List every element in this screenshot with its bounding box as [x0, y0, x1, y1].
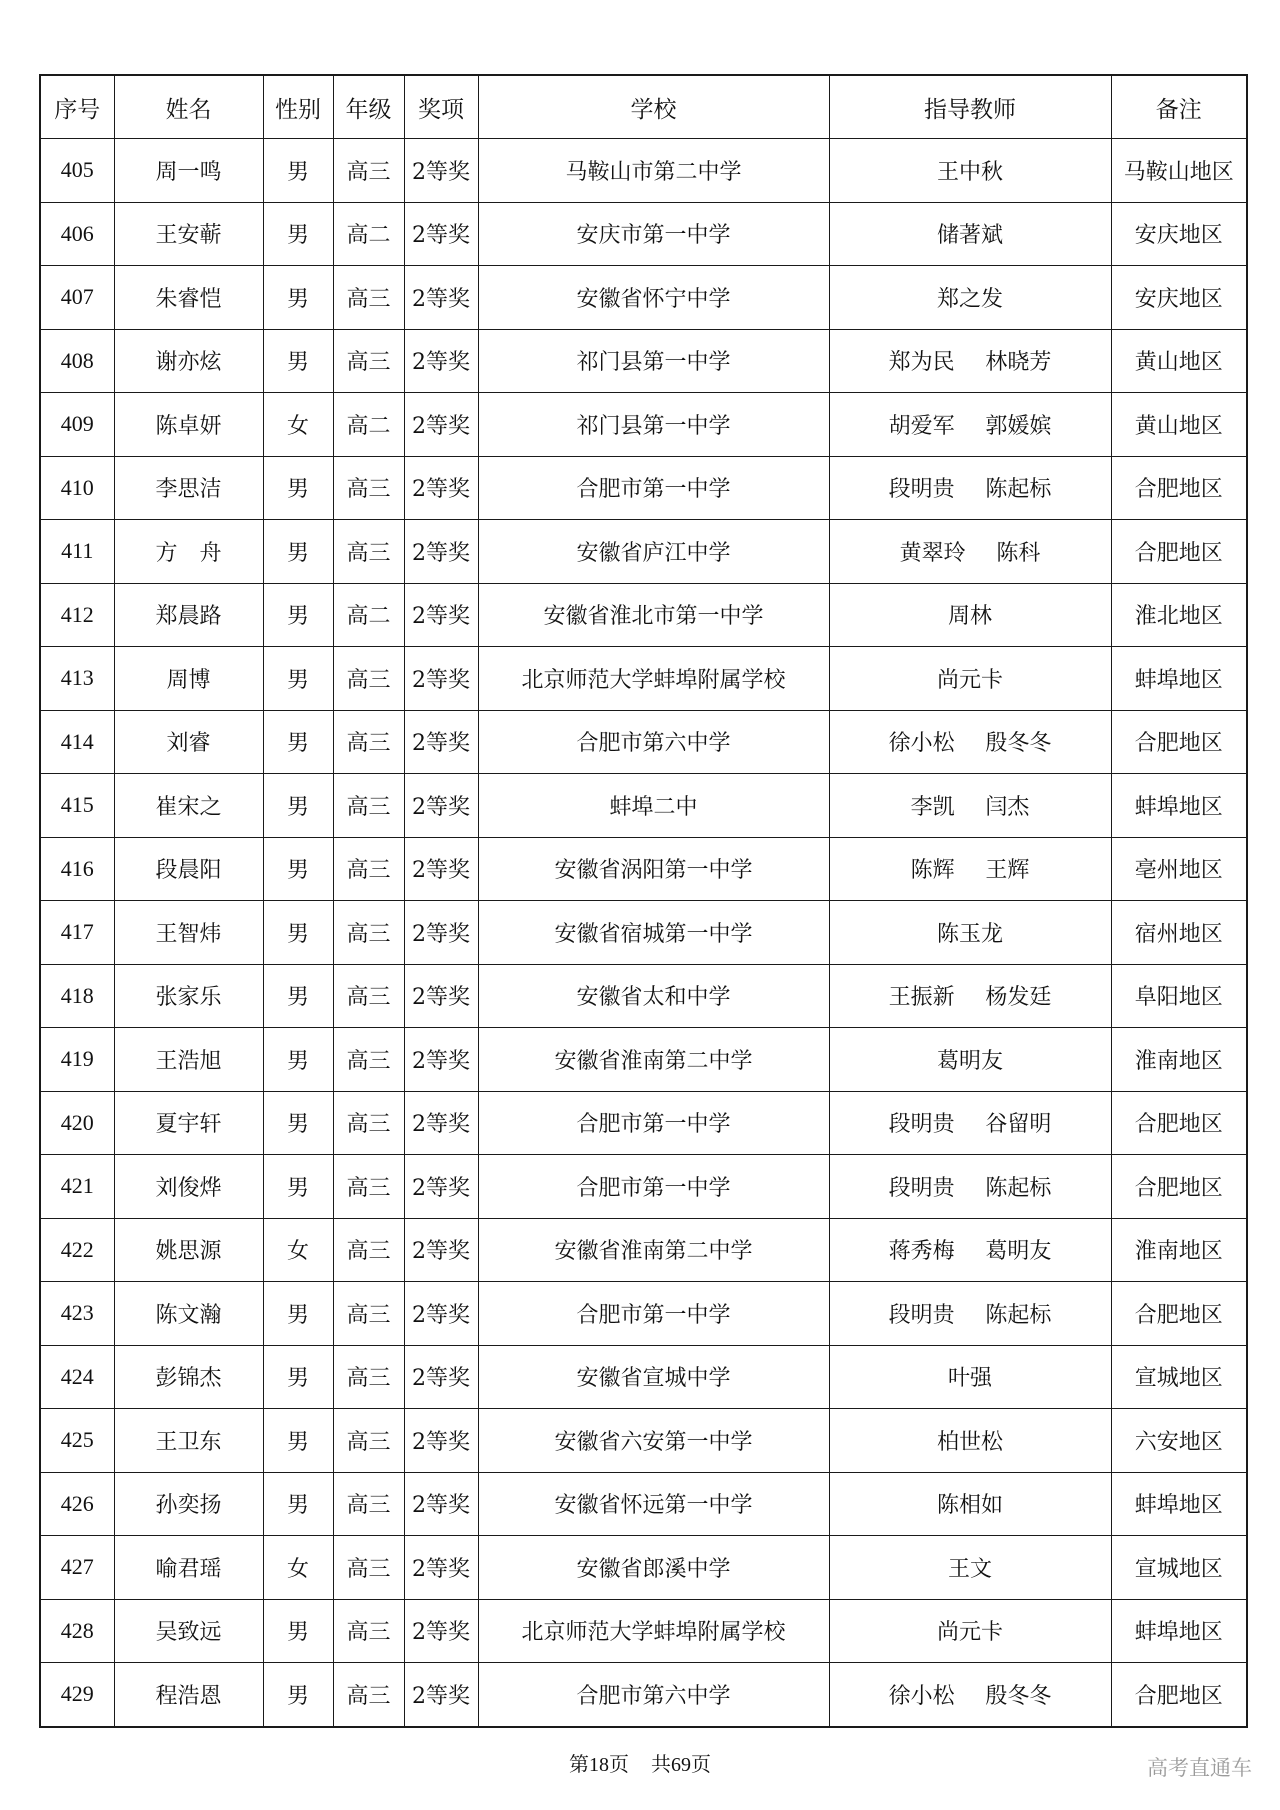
header-school: 学校	[478, 75, 829, 139]
cell-name: 陈文瀚	[114, 1282, 263, 1346]
table-body	[40, 139, 1247, 1727]
header-award: 奖项	[404, 75, 478, 139]
cell-award: 2等奖	[404, 139, 478, 203]
teacher-name: 柏世松	[936, 1429, 1003, 1455]
cell-region: 六安地区	[1111, 1409, 1247, 1473]
cell-name: 夏宇轩	[114, 1091, 263, 1155]
cell-region: 合肥地区	[1111, 1282, 1247, 1346]
cell-no: 414	[40, 710, 114, 774]
cell-name: 程浩恩	[114, 1663, 263, 1727]
teacher-name: 储著斌	[936, 223, 1003, 249]
cell-grade: 高二	[333, 393, 404, 457]
teacher-name: 葛明友	[936, 1048, 1003, 1074]
cell-region: 宣城地区	[1111, 1345, 1247, 1409]
table-row	[40, 964, 1247, 1028]
cell-grade: 高三	[333, 1536, 404, 1600]
cell-name: 吴致远	[114, 1599, 263, 1663]
cell-name: 王智炜	[114, 901, 263, 965]
cell-region: 合肥地区	[1111, 1155, 1247, 1219]
cell-teacher	[829, 647, 1111, 711]
table-row	[40, 901, 1247, 965]
table-row	[40, 1599, 1247, 1663]
cell-teacher	[829, 139, 1111, 203]
teacher-name: 黄翠玲	[899, 540, 966, 566]
table-row	[40, 710, 1247, 774]
cell-grade: 高三	[333, 266, 404, 330]
cell-school: 安徽省涡阳第一中学	[478, 837, 829, 901]
cell-award: 2等奖	[404, 202, 478, 266]
table-row	[40, 266, 1247, 330]
cell-award: 2等奖	[404, 1345, 478, 1409]
teacher-name: 尚元卡	[936, 667, 1003, 693]
teacher-name: 杨发廷	[985, 985, 1052, 1011]
cell-region: 蚌埠地区	[1111, 774, 1247, 838]
table-row	[40, 1155, 1247, 1219]
cell-grade: 高三	[333, 329, 404, 393]
cell-gender: 男	[263, 964, 333, 1028]
teacher-name: 殷冬冬	[985, 1683, 1052, 1709]
cell-gender: 男	[263, 1345, 333, 1409]
teacher-name: 闫杰	[985, 794, 1030, 820]
page-number: 第18页	[569, 1754, 629, 1776]
cell-award: 2等奖	[404, 1409, 478, 1473]
cell-teacher	[829, 329, 1111, 393]
cell-school: 安徽省宣城中学	[478, 1345, 829, 1409]
cell-no: 416	[40, 837, 114, 901]
teacher-name: 李凯	[910, 794, 955, 820]
cell-name: 朱睿恺	[114, 266, 263, 330]
cell-region: 合肥地区	[1111, 520, 1247, 584]
cell-no: 408	[40, 329, 114, 393]
cell-no: 412	[40, 583, 114, 647]
teacher-name: 陈起标	[985, 1302, 1052, 1328]
teacher-name: 王文	[947, 1556, 992, 1582]
cell-award: 2等奖	[404, 520, 478, 584]
cell-school: 合肥市第一中学	[478, 456, 829, 520]
cell-name: 周一鸣	[114, 139, 263, 203]
cell-award: 2等奖	[404, 456, 478, 520]
cell-no: 424	[40, 1345, 114, 1409]
cell-award: 2等奖	[404, 1028, 478, 1092]
cell-award: 2等奖	[404, 1536, 478, 1600]
cell-award: 2等奖	[404, 774, 478, 838]
cell-award: 2等奖	[404, 901, 478, 965]
cell-grade: 高三	[333, 1345, 404, 1409]
cell-name: 喻君瑶	[114, 1536, 263, 1600]
cell-region: 淮南地区	[1111, 1218, 1247, 1282]
cell-gender: 男	[263, 1599, 333, 1663]
teacher-name: 郑之发	[936, 286, 1003, 312]
teacher-name: 段明贵	[888, 1302, 955, 1328]
cell-school: 北京师范大学蚌埠附属学校	[478, 647, 829, 711]
table-row	[40, 1028, 1247, 1092]
cell-school: 合肥市第一中学	[478, 1091, 829, 1155]
teacher-name: 郭媛嫔	[985, 413, 1052, 439]
teacher-name: 陈起标	[985, 1175, 1052, 1201]
cell-school: 祁门县第一中学	[478, 393, 829, 457]
cell-grade: 高三	[333, 1091, 404, 1155]
cell-award: 2等奖	[404, 1599, 478, 1663]
cell-teacher	[829, 1409, 1111, 1473]
table-row	[40, 393, 1247, 457]
cell-grade: 高二	[333, 583, 404, 647]
cell-no: 406	[40, 202, 114, 266]
cell-gender: 男	[263, 456, 333, 520]
cell-name: 王安蕲	[114, 202, 263, 266]
table-row	[40, 520, 1247, 584]
cell-gender: 男	[263, 1282, 333, 1346]
teacher-name: 王中秋	[936, 159, 1003, 185]
table-row	[40, 1409, 1247, 1473]
cell-teacher	[829, 583, 1111, 647]
cell-gender: 男	[263, 1409, 333, 1473]
cell-award: 2等奖	[404, 837, 478, 901]
cell-gender: 女	[263, 1536, 333, 1600]
teacher-name: 段明贵	[888, 1175, 955, 1201]
cell-teacher	[829, 1028, 1111, 1092]
cell-grade: 高三	[333, 774, 404, 838]
cell-gender: 男	[263, 710, 333, 774]
table-row	[40, 329, 1247, 393]
cell-teacher	[829, 1282, 1111, 1346]
cell-school: 安徽省淮北市第一中学	[478, 583, 829, 647]
cell-teacher	[829, 901, 1111, 965]
cell-no: 405	[40, 139, 114, 203]
cell-school: 合肥市第一中学	[478, 1155, 829, 1219]
cell-gender: 女	[263, 1218, 333, 1282]
cell-no: 415	[40, 774, 114, 838]
cell-award: 2等奖	[404, 647, 478, 711]
cell-region: 宿州地区	[1111, 901, 1247, 965]
cell-grade: 高三	[333, 837, 404, 901]
table-row	[40, 837, 1247, 901]
cell-school: 安徽省怀远第一中学	[478, 1472, 829, 1536]
cell-school: 合肥市第六中学	[478, 1663, 829, 1727]
cell-name: 刘睿	[114, 710, 263, 774]
cell-gender: 男	[263, 139, 333, 203]
cell-gender: 男	[263, 647, 333, 711]
cell-region: 安庆地区	[1111, 266, 1247, 330]
cell-region: 蚌埠地区	[1111, 647, 1247, 711]
table-row	[40, 1218, 1247, 1282]
cell-name: 刘俊烨	[114, 1155, 263, 1219]
cell-gender: 男	[263, 774, 333, 838]
teacher-name: 段明贵	[888, 477, 955, 503]
cell-award: 2等奖	[404, 1155, 478, 1219]
teacher-name: 王振新	[888, 985, 955, 1011]
award-table	[39, 74, 1248, 1728]
cell-grade: 高三	[333, 901, 404, 965]
cell-school: 蚌埠二中	[478, 774, 829, 838]
cell-grade: 高三	[333, 964, 404, 1028]
cell-gender: 男	[263, 1663, 333, 1727]
table-row	[40, 456, 1247, 520]
cell-school: 北京师范大学蚌埠附属学校	[478, 1599, 829, 1663]
header-row	[40, 75, 1247, 139]
cell-region: 淮北地区	[1111, 583, 1247, 647]
cell-award: 2等奖	[404, 393, 478, 457]
cell-region: 马鞍山地区	[1111, 139, 1247, 203]
table-row	[40, 1536, 1247, 1600]
cell-award: 2等奖	[404, 1663, 478, 1727]
cell-grade: 高三	[333, 520, 404, 584]
cell-region: 合肥地区	[1111, 1091, 1247, 1155]
cell-award: 2等奖	[404, 1282, 478, 1346]
cell-school: 安徽省怀宁中学	[478, 266, 829, 330]
teacher-name: 葛明友	[985, 1239, 1052, 1265]
cell-region: 阜阳地区	[1111, 964, 1247, 1028]
cell-no: 429	[40, 1663, 114, 1727]
cell-gender: 男	[263, 202, 333, 266]
cell-name: 周博	[114, 647, 263, 711]
cell-gender: 男	[263, 520, 333, 584]
cell-teacher	[829, 456, 1111, 520]
cell-region: 合肥地区	[1111, 710, 1247, 774]
cell-award: 2等奖	[404, 583, 478, 647]
header-name: 姓名	[114, 75, 263, 139]
teacher-name: 王辉	[985, 858, 1030, 884]
table-row	[40, 1091, 1247, 1155]
cell-no: 426	[40, 1472, 114, 1536]
cell-region: 蚌埠地区	[1111, 1599, 1247, 1663]
header-teacher: 指导教师	[829, 75, 1111, 139]
cell-no: 428	[40, 1599, 114, 1663]
teacher-name: 殷冬冬	[985, 731, 1052, 757]
table-row	[40, 1345, 1247, 1409]
cell-gender: 男	[263, 329, 333, 393]
cell-region: 合肥地区	[1111, 456, 1247, 520]
cell-grade: 高三	[333, 1599, 404, 1663]
teacher-name: 叶强	[947, 1366, 992, 1392]
cell-region: 淮南地区	[1111, 1028, 1247, 1092]
cell-name: 段晨阳	[114, 837, 263, 901]
cell-award: 2等奖	[404, 710, 478, 774]
cell-no: 409	[40, 393, 114, 457]
header-grade: 年级	[333, 75, 404, 139]
cell-no: 407	[40, 266, 114, 330]
cell-grade: 高二	[333, 202, 404, 266]
cell-name: 王卫东	[114, 1409, 263, 1473]
cell-no: 421	[40, 1155, 114, 1219]
cell-teacher	[829, 1472, 1111, 1536]
table-row	[40, 139, 1247, 203]
cell-school: 安徽省六安第一中学	[478, 1409, 829, 1473]
cell-teacher	[829, 202, 1111, 266]
cell-teacher	[829, 710, 1111, 774]
teacher-name: 胡爱军	[888, 413, 955, 439]
teacher-name: 陈相如	[936, 1493, 1003, 1519]
cell-gender: 男	[263, 1155, 333, 1219]
cell-teacher	[829, 774, 1111, 838]
cell-grade: 高三	[333, 1282, 404, 1346]
cell-teacher	[829, 1091, 1111, 1155]
cell-teacher	[829, 1345, 1111, 1409]
table-row	[40, 1663, 1247, 1727]
cell-teacher	[829, 1155, 1111, 1219]
cell-school: 安徽省宿城第一中学	[478, 901, 829, 965]
cell-teacher	[829, 520, 1111, 584]
cell-no: 423	[40, 1282, 114, 1346]
cell-gender: 男	[263, 266, 333, 330]
page-total: 共69页	[651, 1754, 711, 1776]
cell-no: 417	[40, 901, 114, 965]
header-gender: 性别	[263, 75, 333, 139]
cell-school: 安庆市第一中学	[478, 202, 829, 266]
cell-no: 425	[40, 1409, 114, 1473]
header-no: 序号	[40, 75, 114, 139]
cell-gender: 男	[263, 1028, 333, 1092]
cell-school: 安徽省淮南第二中学	[478, 1028, 829, 1092]
teacher-name: 尚元卡	[936, 1620, 1003, 1646]
page-footer	[0, 1748, 1280, 1777]
cell-gender: 男	[263, 583, 333, 647]
cell-teacher	[829, 964, 1111, 1028]
teacher-name: 陈玉龙	[936, 921, 1003, 947]
cell-award: 2等奖	[404, 1472, 478, 1536]
cell-region: 安庆地区	[1111, 202, 1247, 266]
cell-grade: 高三	[333, 1155, 404, 1219]
cell-school: 安徽省淮南第二中学	[478, 1218, 829, 1282]
cell-school: 合肥市第六中学	[478, 710, 829, 774]
cell-no: 422	[40, 1218, 114, 1282]
cell-name: 张家乐	[114, 964, 263, 1028]
cell-grade: 高三	[333, 456, 404, 520]
cell-grade: 高三	[333, 1028, 404, 1092]
cell-no: 418	[40, 964, 114, 1028]
cell-award: 2等奖	[404, 1218, 478, 1282]
cell-award: 2等奖	[404, 1091, 478, 1155]
cell-name: 陈卓妍	[114, 393, 263, 457]
cell-gender: 男	[263, 1091, 333, 1155]
table-row	[40, 583, 1247, 647]
cell-grade: 高三	[333, 1218, 404, 1282]
cell-gender: 女	[263, 393, 333, 457]
cell-teacher	[829, 1536, 1111, 1600]
cell-grade: 高三	[333, 1409, 404, 1473]
cell-gender: 男	[263, 837, 333, 901]
table-row	[40, 1472, 1247, 1536]
cell-name: 谢亦炫	[114, 329, 263, 393]
cell-gender: 男	[263, 1472, 333, 1536]
cell-teacher	[829, 1599, 1111, 1663]
table-row	[40, 1282, 1247, 1346]
cell-region: 黄山地区	[1111, 329, 1247, 393]
cell-no: 427	[40, 1536, 114, 1600]
cell-no: 419	[40, 1028, 114, 1092]
teacher-name: 徐小松	[888, 1683, 955, 1709]
cell-grade: 高三	[333, 1472, 404, 1536]
cell-award: 2等奖	[404, 329, 478, 393]
cell-region: 宣城地区	[1111, 1536, 1247, 1600]
cell-no: 411	[40, 520, 114, 584]
cell-award: 2等奖	[404, 266, 478, 330]
teacher-name: 徐小松	[888, 731, 955, 757]
teacher-name: 段明贵	[888, 1112, 955, 1138]
cell-name: 方 舟	[114, 520, 263, 584]
teacher-name: 林晓芳	[985, 350, 1052, 376]
cell-school: 安徽省庐江中学	[478, 520, 829, 584]
teacher-name: 谷留明	[985, 1112, 1052, 1138]
teacher-name: 陈起标	[985, 477, 1052, 503]
watermark: 高考直通车	[1147, 1756, 1252, 1780]
cell-name: 彭锦杰	[114, 1345, 263, 1409]
cell-school: 祁门县第一中学	[478, 329, 829, 393]
cell-name: 李思洁	[114, 456, 263, 520]
cell-gender: 男	[263, 901, 333, 965]
cell-grade: 高三	[333, 710, 404, 774]
cell-name: 王浩旭	[114, 1028, 263, 1092]
teacher-name: 陈科	[996, 540, 1041, 566]
cell-grade: 高三	[333, 139, 404, 203]
cell-teacher	[829, 393, 1111, 457]
teacher-name: 蒋秀梅	[888, 1239, 955, 1265]
table-row	[40, 774, 1247, 838]
cell-region: 蚌埠地区	[1111, 1472, 1247, 1536]
cell-teacher	[829, 1218, 1111, 1282]
cell-teacher	[829, 837, 1111, 901]
cell-no: 410	[40, 456, 114, 520]
cell-school: 安徽省郎溪中学	[478, 1536, 829, 1600]
cell-no: 420	[40, 1091, 114, 1155]
teacher-name: 周林	[947, 604, 992, 630]
teacher-name: 郑为民	[888, 350, 955, 376]
cell-name: 崔宋之	[114, 774, 263, 838]
cell-name: 姚思源	[114, 1218, 263, 1282]
cell-region: 黄山地区	[1111, 393, 1247, 457]
teacher-name: 陈辉	[910, 858, 955, 884]
cell-school: 安徽省太和中学	[478, 964, 829, 1028]
cell-teacher	[829, 266, 1111, 330]
cell-school: 马鞍山市第二中学	[478, 139, 829, 203]
cell-no: 413	[40, 647, 114, 711]
cell-teacher	[829, 1663, 1111, 1727]
cell-region: 合肥地区	[1111, 1663, 1247, 1727]
cell-school: 合肥市第一中学	[478, 1282, 829, 1346]
table-row	[40, 647, 1247, 711]
cell-name: 郑晨路	[114, 583, 263, 647]
cell-grade: 高三	[333, 647, 404, 711]
header-remark: 备注	[1111, 75, 1247, 139]
table-row	[40, 202, 1247, 266]
cell-name: 孙奕扬	[114, 1472, 263, 1536]
cell-region: 亳州地区	[1111, 837, 1247, 901]
cell-award: 2等奖	[404, 964, 478, 1028]
cell-grade: 高三	[333, 1663, 404, 1727]
